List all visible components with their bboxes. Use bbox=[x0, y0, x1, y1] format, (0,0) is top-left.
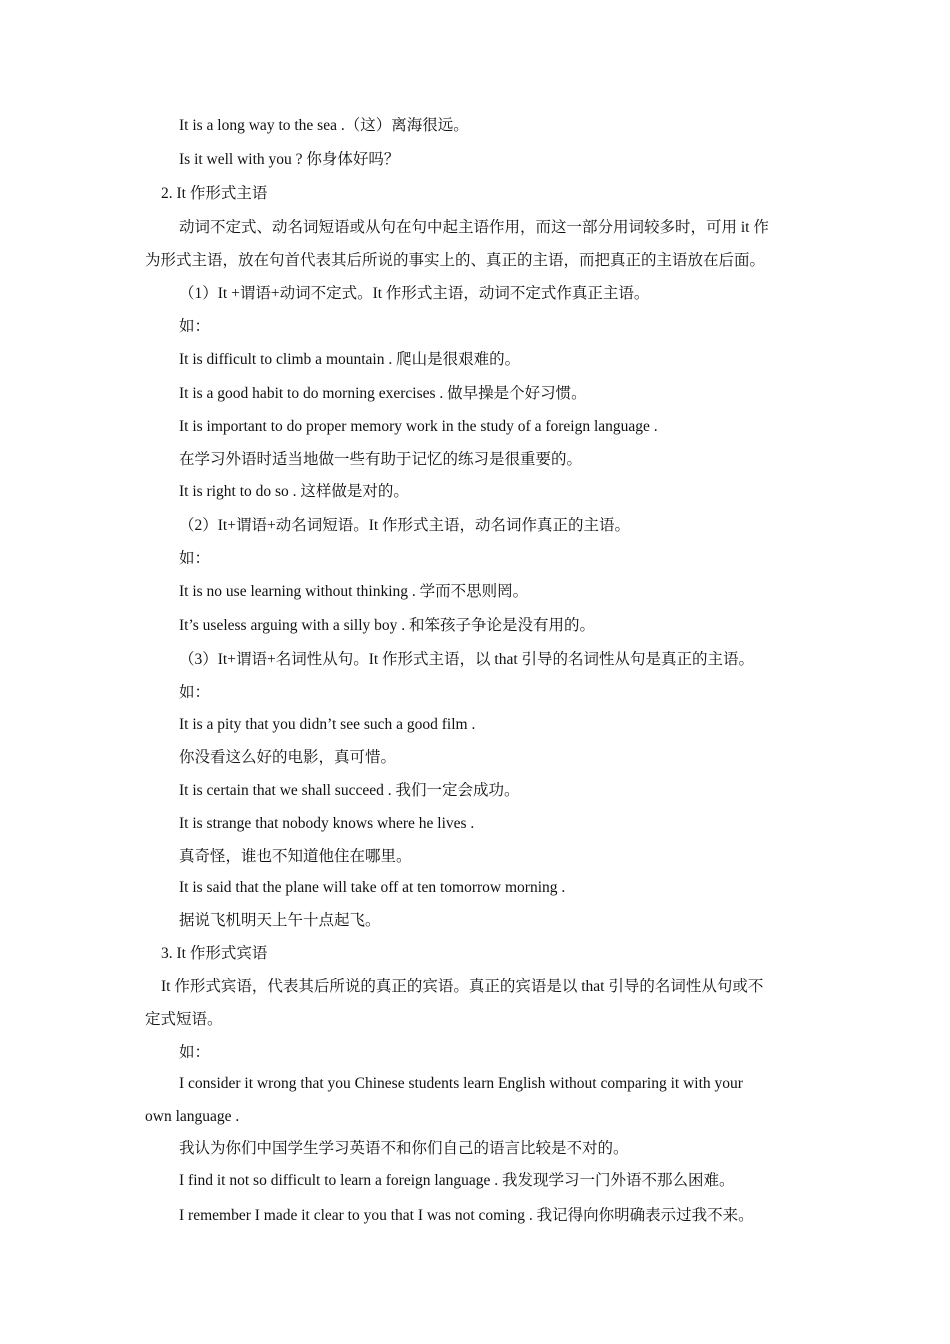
paragraph-line: 定式短语。 bbox=[145, 1011, 223, 1028]
example-line: It’s useless arguing with a silly boy . 和笨孩子争论是没有用的。 bbox=[179, 617, 596, 634]
example-intro: 如： bbox=[179, 550, 211, 567]
example-line: It is no use learning without thinking . 学而不思则罔。 bbox=[179, 583, 529, 600]
translation-line: 我认为你们中国学生学习英语不和你们自己的语言比较是不对的。 bbox=[179, 1140, 629, 1157]
example-line: I consider it wrong that you Chinese students learn English without comparing it with your bbox=[179, 1075, 743, 1092]
example-line: It is a long way to the sea .（这）离海很远。 bbox=[179, 117, 469, 134]
section-heading: 2. It 作形式主语 bbox=[161, 185, 268, 202]
example-intro: 如： bbox=[179, 318, 211, 335]
example-line: It is said that the plane will take off at ten tomorrow morning . bbox=[179, 879, 566, 896]
example-line: It is strange that nobody knows where he lives . bbox=[179, 815, 475, 832]
example-intro: 如： bbox=[179, 1044, 211, 1061]
translation-line: 真奇怪，谁也不知道他住在哪里。 bbox=[179, 848, 412, 865]
example-line: It is certain that we shall succeed . 我们一定会成功。 bbox=[179, 782, 520, 799]
section-heading: 3. It 作形式宾语 bbox=[161, 945, 268, 962]
example-line: I find it not so difficult to learn a foreign language . 我发现学习一门外语不那么困难。 bbox=[179, 1172, 735, 1189]
example-line: Is it well with you ? 你身体好吗？ bbox=[179, 151, 400, 168]
example-line: It is difficult to climb a mountain . 爬山是很艰难的。 bbox=[179, 351, 521, 368]
paragraph-line: 动词不定式、动名词短语或从句在句中起主语作用，而这一部分用词较多时，可用 it 作 bbox=[179, 219, 769, 236]
example-line: own language . bbox=[145, 1108, 240, 1125]
paragraph-line: 为形式主语，放在句首代表其后所说的事实上的、真正的主语，而把真正的主语放在后面。 bbox=[145, 252, 766, 269]
translation-line: 据说飞机明天上午十点起飞。 bbox=[179, 912, 381, 929]
rule-line: （1）It +谓语+动词不定式。It 作形式主语，动词不定式作真正主语。 bbox=[179, 285, 650, 302]
example-line: I remember I made it clear to you that I was not coming . 我记得向你明确表示过我不来。 bbox=[179, 1207, 754, 1224]
example-line: It is important to do proper memory work in the study of a foreign language . bbox=[179, 418, 658, 435]
translation-line: 你没看这么好的电影，真可惜。 bbox=[179, 749, 397, 766]
example-line: It is a good habit to do morning exercises . 做早操是个好习惯。 bbox=[179, 385, 587, 402]
example-line: It is a pity that you didn’t see such a good film . bbox=[179, 716, 476, 733]
translation-line: 在学习外语时适当地做一些有助于记忆的练习是很重要的。 bbox=[179, 451, 583, 468]
example-intro: 如： bbox=[179, 684, 211, 701]
paragraph-line: It 作形式宾语，代表其后所说的真正的宾语。真正的宾语是以 that 引导的名词性从句或不 bbox=[161, 978, 764, 995]
rule-line: （2）It+谓语+动名词短语。It 作形式主语，动名词作真正的主语。 bbox=[179, 517, 631, 534]
example-line: It is right to do so . 这样做是对的。 bbox=[179, 483, 409, 500]
rule-line: （3）It+谓语+名词性从句。It 作形式主语，以 that 引导的名词性从句是真正的主语。 bbox=[179, 651, 755, 668]
